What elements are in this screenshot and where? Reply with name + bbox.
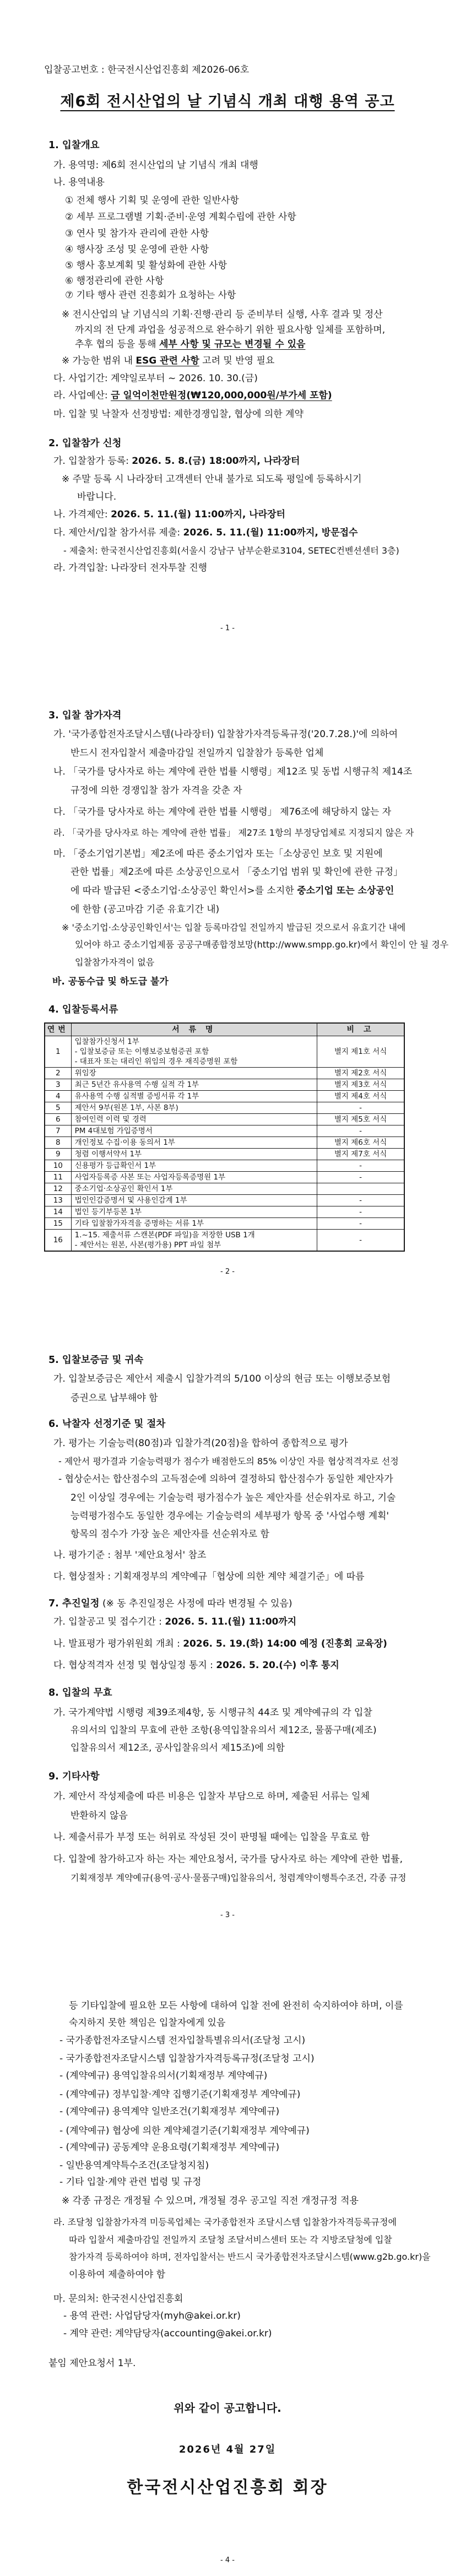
regulation-dash-5: - (계약예규) 용역계약 일반조건(기획재정부 계약예규) bbox=[59, 2106, 280, 2117]
table-row bbox=[45, 1218, 404, 1230]
scope-note-line-3 bbox=[75, 338, 305, 350]
table-row bbox=[45, 1160, 404, 1172]
row-doc bbox=[71, 1036, 317, 1068]
table-row bbox=[45, 1195, 404, 1206]
text-segment: 라. 사업예산: bbox=[53, 390, 111, 401]
row-no: 8 bbox=[45, 1137, 71, 1149]
project-period-line: 다. 사업기간: 계약일로부터 ~ 2026. 10. 30.(금) bbox=[53, 373, 258, 384]
negotiation-order-line-1: - 협상순서는 합산점수의 고득점순에 의하여 결정하되 합산점수가 동일한 제안자가 bbox=[58, 1474, 393, 1485]
section-7-heading bbox=[48, 1598, 292, 1610]
text-segment: 가. 입찰참가 등록: bbox=[53, 456, 132, 467]
table-row bbox=[45, 1102, 404, 1114]
text-segment: 나. 가격제안: bbox=[53, 509, 111, 520]
price-proposal-deadline: 2026. 5. 11.(월) 11:00까지, 나라장터 bbox=[111, 509, 285, 520]
regulation-dash-7: - (계약예규) 공동계약 운용요령(기획재정부 계약예규) bbox=[59, 2142, 280, 2153]
row-note: 별지 제2호 서식 bbox=[317, 1068, 404, 1079]
doc-line: - 입찰보증금 또는 이행보증보험증권 포함 bbox=[74, 1047, 209, 1056]
row-no: 11 bbox=[45, 1172, 71, 1183]
row-no: 12 bbox=[45, 1183, 71, 1195]
doc-line: 개인정보 수집·이용 동의서 1부 bbox=[74, 1138, 175, 1147]
scope-note-line-2: 까지의 전 단계 과업을 성공적으로 완수하기 위한 필요사항 일체를 포함하며, bbox=[75, 324, 386, 335]
regulation-note-line: ※ 각종 규정은 개정될 수 있으며, 개정될 경우 공고일 직전 개정규정 적용 bbox=[62, 2195, 359, 2206]
text-segment: 다. 제안서/입찰 참가서류 제출: bbox=[53, 527, 183, 538]
row-doc bbox=[71, 1091, 317, 1102]
qualification-e-line-3 bbox=[71, 885, 394, 897]
row-doc bbox=[71, 1068, 317, 1079]
scope-item-2: ② 세부 프로그램별 기획·준비·운영 계획수립에 관한 사항 bbox=[65, 212, 296, 223]
row-doc bbox=[71, 1218, 317, 1230]
ebidding-line: 라. 가격입찰: 나라장터 전자투찰 진행 bbox=[53, 562, 208, 573]
doc-line: 위임장 bbox=[74, 1069, 96, 1078]
misc-c-line-1: 다. 입찰에 참가하고자 하는 자는 제안요청서, 국가를 당사자로 하는 계약에 관한 법률, bbox=[53, 1854, 403, 1865]
row-note: - bbox=[317, 1160, 404, 1172]
misc-c-cont-line-2: 숙지하지 못한 책임은 입찰자에게 있음 bbox=[69, 2017, 226, 2028]
text-segment-emph: 중소기업 또는 소상공인 bbox=[297, 885, 394, 896]
misc-d-line-3: 참가자격 등록하여야 하며, 전자입찰서는 반드시 국가종합전자조달시스템(www.g2b.go.kr)을 bbox=[69, 2252, 431, 2262]
row-note: - bbox=[317, 1206, 404, 1218]
misc-d-line-1: 라. 조달청 입찰참가자격 미등록업체는 국가종합전자 조달시스템 입찰참가자격등록규정에 bbox=[53, 2217, 397, 2227]
text-segment: 가. 입찰공고 및 접수기간 : bbox=[53, 1616, 165, 1627]
section-8-heading: 8. 입찰의 무효 bbox=[48, 1687, 112, 1698]
regulation-dash-8: - 일반용역계약특수조건(조달청지침) bbox=[59, 2160, 209, 2171]
schedule-committee-date: 2026. 5. 19.(화) 14:00 예정 (진흥회 교육장) bbox=[183, 1638, 387, 1649]
text-segment-emph: ESG 관련 사항 bbox=[136, 355, 199, 366]
negotiation-order-line-4: 항목의 점수가 가장 높은 제안자를 선순위자로 함 bbox=[71, 1529, 269, 1540]
qualification-note-line-2: 있어야 하고 중소기업제품 공공구매종합정보망(http://www.smpp.go.kr)에서 확인이 안 될 경우 bbox=[75, 939, 449, 950]
doc-line: - 대표자 또는 대리인 위임의 경우 재직증명원 포함 bbox=[74, 1057, 238, 1066]
table-row bbox=[45, 1172, 404, 1183]
row-doc bbox=[71, 1160, 317, 1172]
row-doc bbox=[71, 1149, 317, 1160]
text-segment: ※ 가능한 범위 내 bbox=[62, 355, 136, 366]
announcement-closing-line: 위와 같이 공고합니다. bbox=[174, 2401, 281, 2415]
regulation-dash-6: - (계약예규) 협상에 의한 계약체결기준(기획재정부 계약예규) bbox=[59, 2125, 310, 2136]
registration-note-line-2: 바랍니다. bbox=[77, 491, 117, 502]
table-row bbox=[45, 1079, 404, 1091]
row-note: 별지 제5호 서식 bbox=[317, 1114, 404, 1125]
row-no: 16 bbox=[45, 1230, 71, 1252]
row-no: 3 bbox=[45, 1079, 71, 1091]
table-row bbox=[45, 1206, 404, 1218]
qualification-b-line-1: 나. 「국가를 당사자로 하는 계약에 관한 법률 시행령」제12조 및 동법 시행규칙 제14조 bbox=[53, 766, 413, 777]
row-note: 별지 제7호 서식 bbox=[317, 1149, 404, 1160]
text-segment: (※ 동 추진일정은 사정에 따라 변경될 수 있음) bbox=[99, 1598, 292, 1609]
misc-b-line: 나. 제출서류가 부정 또는 허위로 작성된 것이 판명될 때에는 입찰을 무효로 함 bbox=[53, 1832, 370, 1843]
scope-item-7: ⑦ 기타 행사 관련 진흥회가 요청하는 사항 bbox=[65, 290, 236, 301]
row-no: 7 bbox=[45, 1125, 71, 1137]
regulation-dash-4: - (계약예규) 정부입찰·계약 집행기준(기획재정부 계약예규) bbox=[59, 2089, 301, 2100]
doc-line: 중소기업·소상공인 확인서 1부 bbox=[74, 1184, 173, 1193]
evaluation-dash-1: - 제안서 평가결과 기술능력평가 점수가 배점한도의 85% 이상인 자를 협상적격자로 선정 bbox=[58, 1456, 399, 1466]
misc-a-line-2: 반환하지 않음 bbox=[71, 1810, 128, 1821]
text-segment: 다. 협상적격자 선정 및 협상일정 통지 : bbox=[53, 1660, 216, 1671]
text-segment: 에 따라 발급된 <중소기업·소상공인 확인서>를 소지한 bbox=[71, 885, 297, 896]
doc-line: 신용평가 등급확인서 1부 bbox=[74, 1161, 156, 1170]
invalid-bid-line-2: 유의서의 입찰의 무효에 관한 조항(용역입찰유의서 제12조, 물품구매(제조) bbox=[71, 1725, 377, 1736]
announcement-date: 2026년 4월 27일 bbox=[178, 2444, 277, 2455]
doc-line: 사업자등록증 사본 또는 사업자등록증명원 1부 bbox=[74, 1173, 226, 1182]
page-number-2: - 2 - bbox=[220, 1268, 235, 1276]
table-row bbox=[45, 1091, 404, 1102]
table-row bbox=[45, 1183, 404, 1195]
doc-line: - 제안서는 원본, 사본(평가용) PPT 파일 첨부 bbox=[74, 1241, 221, 1249]
row-doc bbox=[71, 1183, 317, 1195]
submission-address-line: - 제출처: 한국전시산업진흥회(서울시 강남구 남부순환로3104, SETEC컨벤션센터 3층) bbox=[63, 545, 399, 556]
row-no: 4 bbox=[45, 1091, 71, 1102]
row-note: 별지 제3호 서식 bbox=[317, 1079, 404, 1091]
row-doc bbox=[71, 1125, 317, 1137]
row-note: - bbox=[317, 1102, 404, 1114]
regulation-dash-3: - (계약예규) 용역입찰유의서(기획재정부 계약예규) bbox=[59, 2070, 268, 2081]
registration-deadline: 2026. 5. 8.(금) 18:00까지, 나라장터 bbox=[132, 456, 300, 467]
row-note: 별지 제4호 서식 bbox=[317, 1091, 404, 1102]
text-segment: 나. 발표평가 평가위원회 개최 : bbox=[53, 1638, 183, 1649]
qualification-note-line-3: 입찰참가자격이 없음 bbox=[75, 957, 155, 967]
text-segment: 7. 추진일정 bbox=[48, 1598, 100, 1609]
bid-bond-line-1: 가. 입찰보증금은 제안서 제출시 입찰가격의 5/100 이상의 현금 또는 이행보증보험 bbox=[53, 1373, 391, 1384]
page-title: 제6회 전시산업의 날 기념식 개최 대행 용역 공고 bbox=[60, 93, 395, 110]
qualification-a-line-1: 가. '국가종합전자조달시스템(나라장터) 입찰참가자격등록규정('20.7.28.)'에 의하여 bbox=[53, 729, 398, 740]
doc-line: 유사용역 수행 실적별 증빙서류 각 1부 bbox=[74, 1092, 199, 1101]
row-note: - bbox=[317, 1172, 404, 1183]
document-submission-line bbox=[53, 527, 358, 539]
row-doc bbox=[71, 1230, 317, 1252]
misc-c-cont-line-1: 등 기타입찰에 필요한 모든 사항에 대하여 입찰 전에 완전히 숙지하여야 하며, 이를 bbox=[69, 2000, 403, 2011]
page-number-1: - 1 - bbox=[220, 624, 235, 632]
column-header-document: 서 류 명 bbox=[71, 1023, 317, 1036]
table-row bbox=[45, 1068, 404, 1079]
invalid-bid-line-3: 입찰유의서 제12조, 공사입찰유의서 제15조)에 의함 bbox=[71, 1742, 285, 1754]
schedule-line-2 bbox=[53, 1638, 387, 1650]
contact-line: 마. 문의처: 한국전시산업진흥회 bbox=[53, 2293, 183, 2304]
table-row bbox=[45, 1149, 404, 1160]
row-doc bbox=[71, 1137, 317, 1149]
schedule-notify-date: 2026. 5. 20.(수) 이후 통지 bbox=[216, 1660, 339, 1671]
section-9-heading: 9. 기타사항 bbox=[48, 1771, 100, 1782]
selection-method-line: 마. 입찰 및 낙찰자 선정방법: 제한경쟁입찰, 협상에 의한 계약 bbox=[53, 409, 304, 420]
table-row bbox=[45, 1114, 404, 1125]
schedule-line-3 bbox=[53, 1659, 339, 1671]
row-doc bbox=[71, 1206, 317, 1218]
no-consortium-line: 바. 공동수급 및 하도급 불가 bbox=[52, 976, 169, 987]
scope-note-line-1: ※ 전시산업의 날 기념식의 기획·진행·관리 등 준비부터 실행, 사후 결과 및 정산 bbox=[62, 309, 383, 320]
negotiation-order-line-2: 2인 이상일 경우에는 기술능력 평가점수가 높은 제안자를 선순위자로 하고, 기술 bbox=[71, 1492, 396, 1503]
qualification-e-line-1: 마. 「중소기업기본법」제2조에 따른 중소기업자 또는「소상공인 보호 및 지원에 bbox=[53, 848, 383, 859]
table-header-row bbox=[45, 1023, 404, 1036]
row-note: - bbox=[317, 1125, 404, 1137]
section-5-heading: 5. 입찰보증금 및 귀속 bbox=[48, 1355, 144, 1366]
doc-line: 청렴 이행서약서 1부 bbox=[74, 1150, 142, 1159]
misc-d-line-4: 이용하여 제출하여야 함 bbox=[69, 2269, 166, 2280]
registration-note-line-1: ※ 주말 등록 시 나라장터 고객센터 안내 불가로 되도록 평일에 등록하시기 bbox=[62, 474, 362, 485]
text-segment: 추후 협의 등을 통해 bbox=[75, 339, 159, 350]
contact-service-line: - 용역 관련: 사업담당자(myh@akei.or.kr) bbox=[63, 2310, 241, 2321]
row-no: 10 bbox=[45, 1160, 71, 1172]
scope-item-1: ① 전체 행사 기획 및 운영에 관한 일반사항 bbox=[65, 195, 239, 206]
row-doc bbox=[71, 1102, 317, 1114]
evaluation-criteria-line: 나. 평가기준 : 첨부 '제안요청서' 참조 bbox=[53, 1550, 207, 1561]
misc-c-line-2: 기획재정부 계약예규(용역·공사·물품구매)입찰유의서, 청렴계약이행특수조건, 각종 규정 bbox=[71, 1873, 407, 1883]
row-note: 별지 제1호 서식 bbox=[317, 1036, 404, 1068]
regulation-dash-9: - 기타 입찰·계약 관련 법령 및 규정 bbox=[59, 2177, 202, 2188]
row-no: 14 bbox=[45, 1206, 71, 1218]
section-1-heading: 1. 입찰개요 bbox=[48, 140, 100, 151]
evaluation-line: 가. 평가는 기술능력(80점)과 입찰가격(20점)을 합하여 종합적으로 평가 bbox=[53, 1438, 348, 1449]
negotiation-order-line-3: 능력평가점수도 동일한 경우에는 기술능력의 세부평가 항목 중 '사업수행 계획' bbox=[71, 1511, 389, 1522]
row-note: - bbox=[317, 1218, 404, 1230]
row-no: 5 bbox=[45, 1102, 71, 1114]
regulation-dash-2: - 국가종합전자조달시스템 입찰참가자격등록규정(조달청 고시) bbox=[59, 2053, 315, 2064]
doc-line: 1.~15. 제출서류 스캔본(PDF 파일)을 저장한 USB 1개 bbox=[74, 1231, 255, 1240]
doc-line: 법인인감증명서 및 사용인감계 1부 bbox=[74, 1196, 187, 1205]
qualification-e-line-2: 관한 법률」제2조에 따른 소상공인으로서 「중소기업 범위 및 확인에 관한 규정」 bbox=[71, 867, 403, 878]
doc-line: 최근 5년간 유사용역 수행 실적 각 1부 bbox=[74, 1080, 199, 1089]
qualification-a-line-2: 반드시 전자입찰서 제출마감일 전일까지 입찰참가 등록한 업체 bbox=[71, 748, 324, 759]
notice-number: 입찰공고번호 : 한국전시산업진흥회 제2026-06호 bbox=[44, 64, 250, 75]
row-note: - bbox=[317, 1230, 404, 1252]
text-segment: 고려 및 반영 필요 bbox=[199, 355, 275, 366]
document-submission-deadline: 2026. 5. 11.(월) 11:00까지, 방문접수 bbox=[183, 527, 358, 538]
row-doc bbox=[71, 1079, 317, 1091]
doc-line: PM 4대보험 가입증명서 bbox=[74, 1127, 153, 1135]
esg-note-line bbox=[62, 355, 274, 367]
table-row bbox=[45, 1125, 404, 1137]
registration-deadline-line bbox=[53, 455, 300, 467]
registration-documents-table bbox=[44, 1022, 405, 1252]
text-segment-emph: 세부 사항 및 규모는 변경될 수 있음 bbox=[159, 339, 306, 350]
row-no: 15 bbox=[45, 1218, 71, 1230]
section-6-heading: 6. 낙찰자 선정기준 및 절차 bbox=[48, 1419, 166, 1430]
page-number-3: - 3 - bbox=[220, 1911, 235, 1919]
doc-line: 법인 등기부등본 1부 bbox=[74, 1208, 142, 1216]
row-note: - bbox=[317, 1195, 404, 1206]
misc-d-line-2: 따라 입찰서 제출마감일 전일까지 조달청 조달서비스센터 또는 각 지방조달청에 입찰 bbox=[69, 2234, 392, 2245]
doc-line: 제안서 9부(원본 1부, 사본 8부) bbox=[74, 1103, 178, 1112]
price-proposal-line bbox=[53, 508, 285, 521]
row-note bbox=[317, 1183, 404, 1195]
row-no: 1 bbox=[45, 1036, 71, 1068]
section-2-heading: 2. 입찰참가 신청 bbox=[48, 438, 122, 449]
row-doc bbox=[71, 1195, 317, 1206]
row-no: 6 bbox=[45, 1114, 71, 1125]
scope-item-4: ④ 행사장 조성 및 운영에 관한 사항 bbox=[65, 244, 209, 255]
row-note: 별지 제6호 서식 bbox=[317, 1137, 404, 1149]
project-budget-line bbox=[53, 389, 332, 402]
page-number-4: - 4 - bbox=[220, 2556, 235, 2564]
qualification-d-line: 라. 「국가를 당사자로 하는 계약에 관한 법률」 제27조 1항의 부정당업체로 지정되지 않은 자 bbox=[53, 827, 414, 838]
table-row bbox=[45, 1036, 404, 1068]
bid-bond-line-2: 증권으로 납부해야 함 bbox=[71, 1393, 158, 1404]
section-3-heading: 3. 입찰 참가자격 bbox=[48, 710, 122, 721]
doc-line: 기타 입찰참가자격을 증명하는 서류 1부 bbox=[74, 1219, 204, 1228]
misc-a-line-1: 가. 제안서 작성제출에 따른 비용은 입찰자 부담으로 하며, 제출된 서류는 일체 bbox=[53, 1791, 370, 1802]
row-no: 9 bbox=[45, 1149, 71, 1160]
service-content-heading: 나. 용역내용 bbox=[53, 177, 105, 188]
section-4-heading: 4. 입찰등록서류 bbox=[48, 1004, 118, 1015]
signer-title: 한국전시산업진흥회 회장 bbox=[127, 2478, 328, 2497]
schedule-deadline: 2026. 5. 11.(월) 11:00까지 bbox=[165, 1616, 297, 1627]
table-row bbox=[45, 1230, 404, 1252]
contact-contract-line: - 계약 관련: 계약담당자(accounting@akei.or.kr) bbox=[63, 2328, 272, 2339]
doc-line: 참여인력 이력 및 경력 bbox=[74, 1115, 147, 1124]
schedule-line-1 bbox=[53, 1616, 296, 1628]
attachment-line: 붙임 제안요청서 1부. bbox=[48, 2358, 136, 2369]
qualification-note-line-1: ※ '중소기업·소상공인확인서'는 입찰 등록마감일 전일까지 발급된 것으로서 유효기간 내에 bbox=[62, 922, 406, 933]
service-name-line: 가. 용역명: 제6회 전시산업의 날 기념식 개최 대행 bbox=[53, 160, 258, 171]
negotiation-procedure-line: 다. 협상절차 : 기획재정부의 계약예규「협상에 의한 계약 체결기준」에 따름 bbox=[53, 1571, 365, 1582]
invalid-bid-line-1: 가. 국가계약법 시행령 제39조제4항, 동 시행규칙 44조 및 계약예규의 각 입찰 bbox=[53, 1707, 372, 1718]
regulation-dash-1: - 국가종합전자조달시스템 전자입찰특별유의서(조달청 고시) bbox=[59, 2035, 306, 2046]
doc-line: 입찰참가신청서 1부 bbox=[74, 1037, 139, 1046]
column-header-note: 비 고 bbox=[317, 1023, 404, 1036]
qualification-e-line-4: 에 한함 (공고마감 기준 유효기간 내) bbox=[71, 904, 220, 915]
row-no: 13 bbox=[45, 1195, 71, 1206]
row-no: 2 bbox=[45, 1068, 71, 1079]
row-doc bbox=[71, 1172, 317, 1183]
scope-item-6: ⑥ 행정관리에 관한 사항 bbox=[65, 275, 164, 286]
scope-item-5: ⑤ 행사 홍보계획 및 활성화에 관한 사항 bbox=[65, 260, 227, 271]
budget-amount: 금 일억이천만원정(₩120,000,000원/부가세 포함) bbox=[111, 390, 332, 401]
column-header-no: 연번 bbox=[45, 1023, 71, 1036]
table-row bbox=[45, 1137, 404, 1149]
qualification-b-line-2: 규정에 의한 경쟁입찰 참가 자격을 갖춘 자 bbox=[71, 785, 242, 796]
scope-item-3: ③ 연사 및 참가자 관리에 관한 사항 bbox=[65, 228, 209, 239]
qualification-c-line: 다. 「국가를 당사자로 하는 계약에 관한 법률 시행령」 제76조에 해당하지 않는 자 bbox=[53, 807, 392, 818]
row-doc bbox=[71, 1114, 317, 1125]
